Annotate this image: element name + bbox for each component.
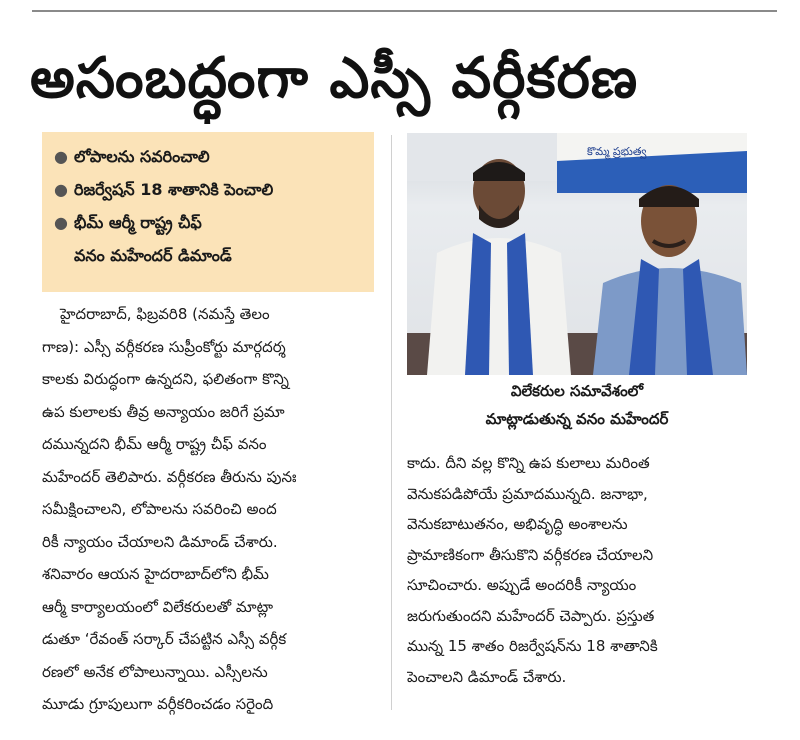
headline: అసంబద్ధంగా ఎస్సీ వర్గీకరణ [30, 46, 639, 111]
body-line: శనివారం ఆయన హైదరాబాద్‌లోని భీమ్ [42, 565, 269, 583]
body-line: దమున్నదని భీమ్ ఆర్మీ రాష్ట్ర చీఫ్ వనం [42, 435, 267, 453]
body-line: వెనుకపడిపోయే ప్రమాదమున్నది. జనాభా, [407, 484, 648, 503]
body-line: డుతూ ‘రేవంత్ సర్కార్ చేపట్టిన ఎస్సీ వర్గీక [42, 630, 287, 648]
body-line: సూచించారు. అప్పుడే అందరికీ న్యాయం [407, 576, 637, 594]
body-line: గాణ): ఎస్సీ వర్గీకరణ సుప్రీంకోర్టు మార్గదర్శ [42, 337, 286, 356]
body-line: ఉప కులాలకు తీవ్ర అన్యాయం జరిగే ప్రమా [42, 402, 285, 421]
body-line: మున్న 15 శాతం రిజర్వేషన్‌ను 18 శాతానికి [407, 637, 658, 655]
banner-text: కొమ్మ ప్రభుత్వ [587, 145, 647, 158]
body-line: హైదరాబాద్, ఫిబ్రవరి8 (నమస్తే తెలం [60, 305, 270, 323]
body-line: ఆర్మీ కార్యాలయంలో విలేకరులతో మాట్లా [42, 597, 273, 616]
highlight-text: భీమ్ ఆర్మీ రాష్ట్ర చీఫ్ [74, 213, 202, 232]
body-line: రికీ న్యాయం చేయాలని డిమాండ్ చేశారు. [42, 532, 278, 551]
body-line: మూడు గ్రూపులుగా వర్గీకరించడం సరైంది [42, 695, 274, 713]
highlight-text: లోపాలను సవరించాలి [74, 147, 210, 166]
caption-line: విలేకరుల సమావేశంలో [510, 382, 644, 400]
press-meet-photo [407, 133, 747, 375]
body-line: పెంచాలని డిమాండ్ చేశారు. [407, 667, 567, 686]
highlights-box [42, 132, 374, 292]
bullet-icon: ● [54, 213, 68, 232]
highlight-item [54, 140, 366, 173]
body-line: కాలకు విరుద్ధంగా ఉన్నదని, ఫలితంగా కొన్ని [42, 370, 289, 388]
bullet-icon: ● [54, 147, 68, 166]
highlight-text: రిజర్వేషన్ 18 శాతానికి పెంచాలి [74, 180, 274, 199]
body-line: కాదు. దీని వల్ల కొన్ని ఉప కులాలు మరింత [407, 454, 650, 472]
highlight-item [54, 173, 366, 206]
body-line: జరుగుతుందని మహేందర్ చెప్పారు. ప్రస్తుత [407, 606, 655, 625]
body-line: మహేందర్ తెలిపారు. వర్గీకరణ తీరును పునః [42, 467, 297, 486]
body-line: సమీక్షించాలని, లోపాలను సవరించి అంద [42, 500, 277, 518]
bullet-icon: ● [54, 180, 68, 199]
body-line: వెనుకబాటుతనం, అభివృద్ధి అంశాలను [407, 515, 628, 533]
photo-caption [407, 377, 747, 433]
article-body-right [407, 448, 747, 692]
top-rule [32, 10, 777, 12]
article-body-left [42, 298, 376, 721]
body-line: రణలో అనేక లోపాలున్నాయి. ఎస్సీలను [42, 662, 268, 681]
body-line: ప్రామాణికంగా తీసుకొని వర్గీకరణ చేయాలని [407, 545, 654, 564]
caption-line: మాట్లాడుతున్న వనం మహేందర్ [485, 410, 669, 428]
highlight-item [54, 206, 366, 239]
highlight-continuation: వనం మహేందర్ డిమాండ్ [74, 246, 232, 265]
column-divider [391, 135, 392, 710]
